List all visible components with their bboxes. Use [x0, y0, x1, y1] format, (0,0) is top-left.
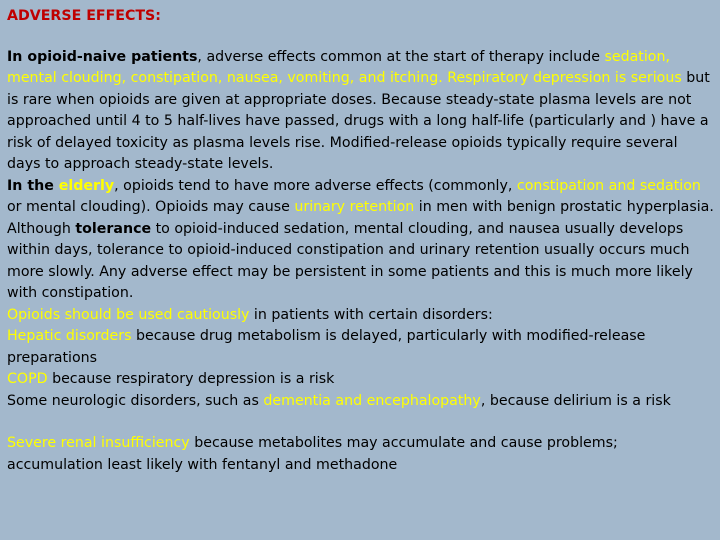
- text-span: , opioids tend to have more adverse effects (commonly,: [114, 177, 517, 194]
- text-span: , adverse effects common at the start of therapy include: [197, 48, 605, 65]
- text-span: in patients with certain disorders:: [249, 306, 493, 323]
- spacer: [7, 412, 714, 433]
- paragraph-opioid-naive: [7, 47, 714, 176]
- paragraph-neurologic: [7, 391, 714, 413]
- highlight-renal: Severe renal insufficiency: [7, 435, 190, 451]
- highlight-common-effects: sedation, mental clouding, constipation, nausea, vomiting, and itching. Respiratory depression is serious: [7, 48, 682, 86]
- section-heading: ADVERSE EFFECTS:: [7, 8, 161, 24]
- text-span: Some neurologic disorders, such as: [7, 392, 264, 409]
- text-span: , because delirium is a risk: [480, 392, 671, 409]
- text-span: because metabolites may accumulate and cause problems; accumulation least likely with fentanyl and methadone: [7, 435, 618, 473]
- text-span: because drug metabolism is delayed, particularly with modified-release preparations: [7, 328, 646, 366]
- opioid-naive-lead: In opioid-naive patients: [7, 48, 198, 65]
- paragraph-renal: [7, 433, 714, 476]
- text-span: Although: [7, 220, 76, 237]
- paragraph-caution: [7, 305, 714, 327]
- highlight-elderly: elderly: [58, 177, 115, 194]
- text-span: or mental clouding). Opioids may cause: [7, 199, 295, 215]
- highlight-urinary-retention: urinary retention: [294, 199, 415, 215]
- elderly-lead: In the: [7, 177, 59, 194]
- paragraph-copd: [7, 369, 714, 391]
- highlight-dementia: dementia and encephalopathy: [263, 392, 481, 409]
- highlight-hepatic: Hepatic disorders: [7, 328, 132, 344]
- highlight-copd: COPD: [7, 371, 48, 387]
- text-span: because respiratory depression is a risk: [47, 371, 335, 387]
- paragraph-tolerance: [7, 219, 714, 305]
- paragraph-elderly: [7, 176, 714, 219]
- text-span: but is rare when opioids are given at appropriate doses. Because steady-state plasma levels are not approached until 4 to 5 half-lives have passed, drugs with a long half-life (particularly and ) have a risk of delayed toxicity as plasma levels rise. Modified-release opioids typically require several days to approach steady-state levels.: [7, 70, 710, 172]
- paragraph-hepatic: [7, 326, 714, 369]
- text-span: to opioid-induced sedation, mental clouding, and nausea usually develops within days, tolerance to opioid-induced constipation and urinary retention usually occurs much more slowly. Any adverse effect may be persistent in some patients and this is much more likely with constipation.: [7, 220, 693, 301]
- highlight-constipation-sedation: constipation and sedation: [516, 177, 701, 194]
- highlight-caution: Opioids should be used cautiously: [7, 306, 250, 323]
- text-span: in men with benign prostatic hyperplasia.: [414, 199, 714, 215]
- tolerance-term: tolerance: [75, 220, 152, 237]
